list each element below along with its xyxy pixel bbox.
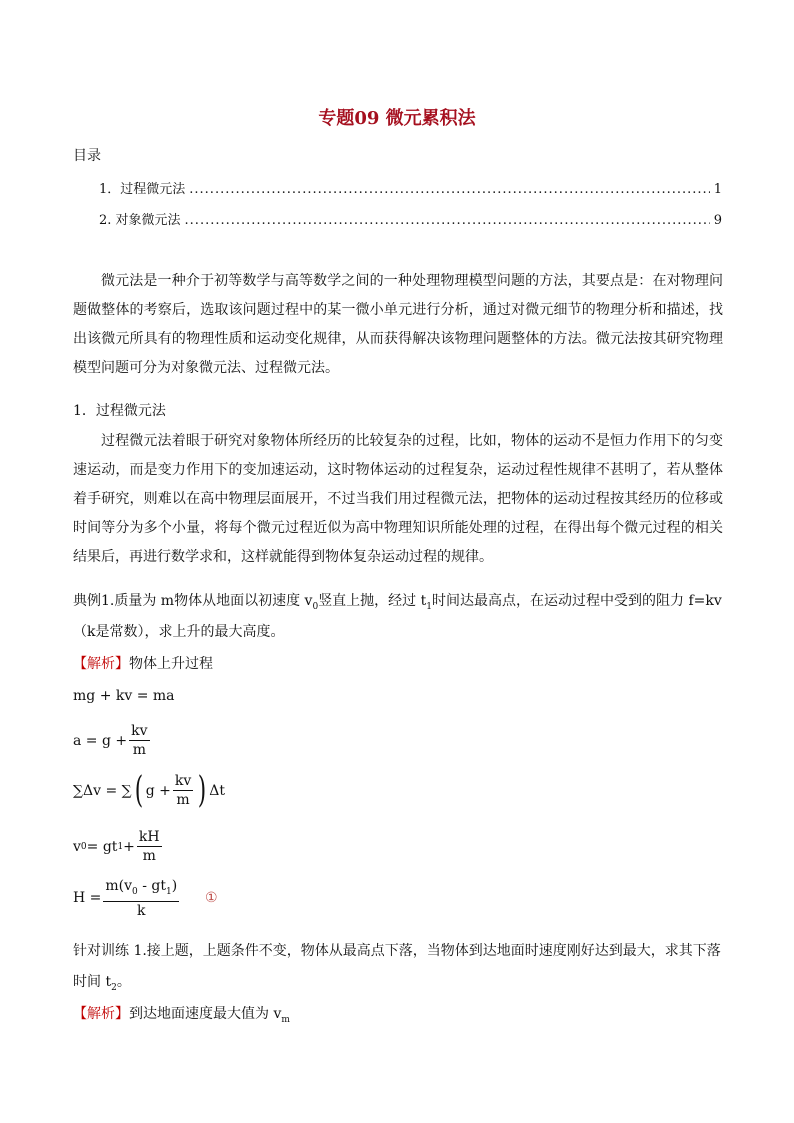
toc-item-page: 9 — [713, 213, 722, 228]
fraction-numerator: kH — [138, 829, 160, 845]
analysis1-text: 物体上升过程 — [129, 656, 213, 672]
equation-marker: ① — [205, 890, 218, 906]
formula-3 — [73, 769, 226, 811]
fraction-denominator: m — [132, 742, 146, 758]
page-title: 专题09 微元累积法 — [318, 108, 476, 129]
practice1-text-b: 。 — [116, 974, 131, 990]
formula-3-g: g + — [145, 782, 171, 799]
analysis2 — [73, 1003, 290, 1025]
analysis2-sub-m: m — [281, 1014, 290, 1025]
practice1-line1: 针对训练 1.接上题，上题条件不变，物体从最高点下落，当物体到达地面时速度刚好达到最大，求其下落 — [73, 943, 721, 959]
intro-paragraph: 微元法是一种介于初等数学与高等数学之间的一种处理物理模型问题的方法，其要点是：在对物理问题做整体的考察后，选取该问题过程中的某一微小单元进行分析，通过对微元细节的物理分析和描述，找出该微元所具有的物理性质和运动变化规律，从而获得解决该物理问题整体的方法。微元法按其研究物理模型问题可分为对象微元法、过程微元法。 — [73, 273, 723, 376]
formula-4 — [73, 828, 164, 865]
toc-item-label: 1．过程微元法 — [99, 182, 186, 197]
section1-body: 过程微元法着眼于研究对象物体所经历的比较复杂的过程，比如，物体的运动不是恒力作用下的匀变速运动，而是变力作用下的变加速运动，这时物体运动的过程复杂，运动过程性规律不甚明了，若从整体着手研究，则难以在高中物理层面展开，不过当我们用过程微元法，把物体的运动过程按其经历的位移或时间等分为多个小量，将每个微元过程近似为高中物理知识所能处理的过程，在得出每个微元过程的相关结果后，再进行数学求和，这样就能得到物体复杂运动过程的规律。 — [73, 433, 723, 565]
fraction-denominator: m — [142, 848, 156, 864]
toc-item-label: 2. 对象微元法 — [99, 213, 181, 228]
example1-text-b: 竖直上抛，经过 t — [318, 593, 427, 609]
analysis-tag: 【解析】 — [73, 1006, 129, 1022]
formula-4-v: v — [73, 838, 81, 855]
formula-4-sub1: 1 — [117, 841, 124, 852]
toc-leader — [189, 182, 709, 197]
example1-sub-t1: 1 — [426, 601, 432, 612]
practice1-text-a: 时间 t — [73, 974, 112, 990]
example1-text-c: 时间达最高点，在运动过程中受到的阻力 f=kv — [432, 593, 722, 609]
formula-4-sub0: 0 — [80, 841, 87, 852]
num-part-a: m(v — [105, 878, 133, 894]
practice1-sub-t2: 2 — [111, 982, 117, 993]
fraction — [129, 722, 149, 759]
fraction — [173, 772, 193, 809]
num-sub-1: 1 — [166, 886, 172, 897]
toc-leader — [185, 213, 710, 228]
formula-4-plus: + — [123, 838, 135, 855]
formula-2-lhs: a = g + — [73, 732, 128, 749]
toc-item-page: 1 — [713, 182, 722, 197]
left-paren: ( — [134, 769, 143, 811]
analysis2-text: 到达地面速度最大值为 v — [129, 1006, 282, 1022]
example1-sub-v0: 0 — [312, 601, 319, 612]
fraction-denominator: m — [176, 792, 190, 808]
analysis1 — [73, 653, 213, 673]
section1-heading: 1．过程微元法 — [73, 403, 166, 419]
num-part-c: ) — [171, 878, 178, 894]
formula-5-lhs: H = — [73, 890, 102, 907]
fraction-denominator: k — [137, 902, 146, 919]
fraction — [137, 828, 162, 865]
example1-text-a: 典例1.质量为 m物体从地面以初速度 v — [73, 593, 313, 609]
fraction-numerator: kv — [174, 773, 192, 789]
example1-line2: （k是常数），求上升的最大高度。 — [73, 624, 285, 640]
num-part-b: - gt — [137, 878, 166, 894]
formula-2 — [73, 722, 152, 759]
toc-heading: 目录 — [73, 148, 101, 164]
formula-5 — [73, 877, 181, 920]
formula-4-mid: = gt — [86, 838, 118, 855]
formula-3-lhs: ∑Δv = ∑ — [73, 782, 132, 799]
analysis-tag: 【解析】 — [73, 656, 129, 672]
toc-item-1[interactable] — [99, 178, 722, 197]
example1-line1 — [73, 590, 722, 612]
practice1-line2 — [73, 971, 131, 993]
toc-item-2[interactable] — [99, 209, 722, 228]
formula-3-rhs: Δt — [209, 782, 226, 799]
fraction-numerator: kv — [131, 723, 148, 739]
fraction-numerator — [103, 877, 179, 902]
right-paren: ) — [198, 769, 207, 811]
fraction — [103, 877, 179, 920]
formula-1: mg + kv = ma — [73, 688, 175, 704]
num-sub-0: 0 — [132, 886, 138, 897]
